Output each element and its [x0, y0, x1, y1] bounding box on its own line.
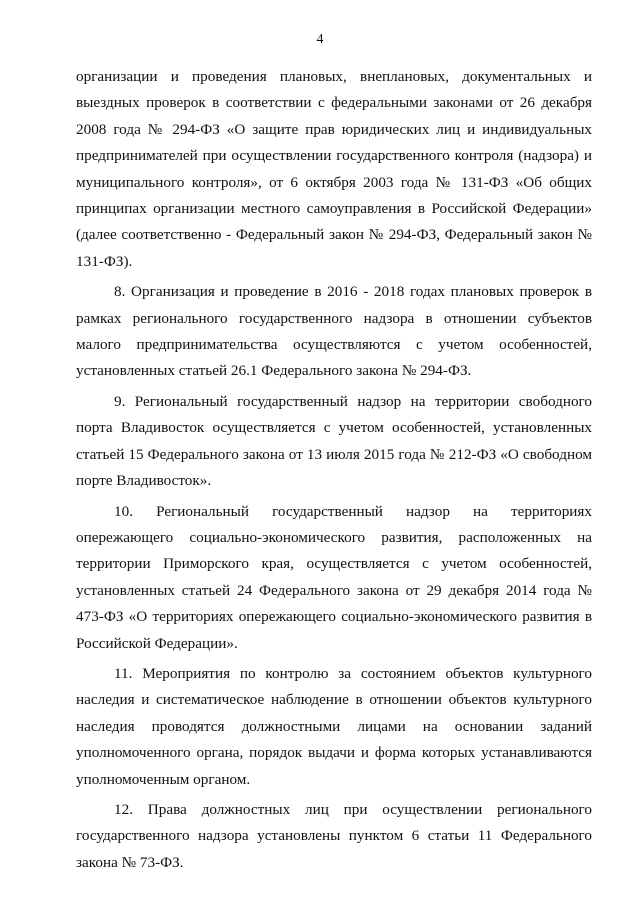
paragraph-item-8: 8. Организация и проведение в 2016 - 2018 годах плановых проверок в рамках регионального государственного надзора в отношении субъектов малого предпринимательства осуществляются с учетом особенностей, установленных статьей 26.1 Федерального закона № 294-ФЗ.	[76, 283, 592, 380]
document-body	[76, 64, 592, 880]
paragraph-item-10: 10. Региональный государственный надзор на территориях опережающего социально-экономического развития, расположенных на территории Приморского края, осуществляется с учетом особенностей, установленных статьей 24 Федерального закона от 29 декабря 2014 года № 473-ФЗ «О территориях опережающего социально-экономического развития в Российской Федерации».	[76, 502, 592, 652]
paragraph-item-11: 11. Мероприятия по контролю за состоянием объектов культурного наследия и систематическое наблюдение в отношении объектов культурного наследия проводятся должностными лицами на основании заданий уполномоченного органа, порядок выдачи и форма которых устанавливаются уполномоченным органом.	[76, 664, 592, 788]
paragraph-item-9: 9. Региональный государственный надзор на территории свободного порта Владивосток осуществляется с учетом особенностей, установленных статьей 15 Федерального закона от 13 июля 2015 года № 212-ФЗ «О свободном порте Владивосток».	[76, 392, 592, 490]
page-number: 4	[316, 32, 324, 47]
paragraph-item-12: 12. Права должностных лиц при осуществлении регионального государственного надзора установлены пунктом 6 статьи 11 Федерального закона № 73-ФЗ.	[76, 800, 592, 871]
paragraph-continuation: организации и проведения плановых, внеплановых, документальных и выездных проверок в соответствии с федеральными законами от 26 декабря 2008 года № 294-ФЗ «О защите прав юридических лиц и индивидуальных предпринимателей при осуществлении государственного контроля (надзора) и муниципального контроля», от 6 октября 2003 года № 131-ФЗ «Об общих принципах организации местного самоуправления в Российской Федерации» (далее соответственно - Федеральный закон № 294-ФЗ, Федеральный закон № 131-ФЗ).	[76, 68, 592, 270]
